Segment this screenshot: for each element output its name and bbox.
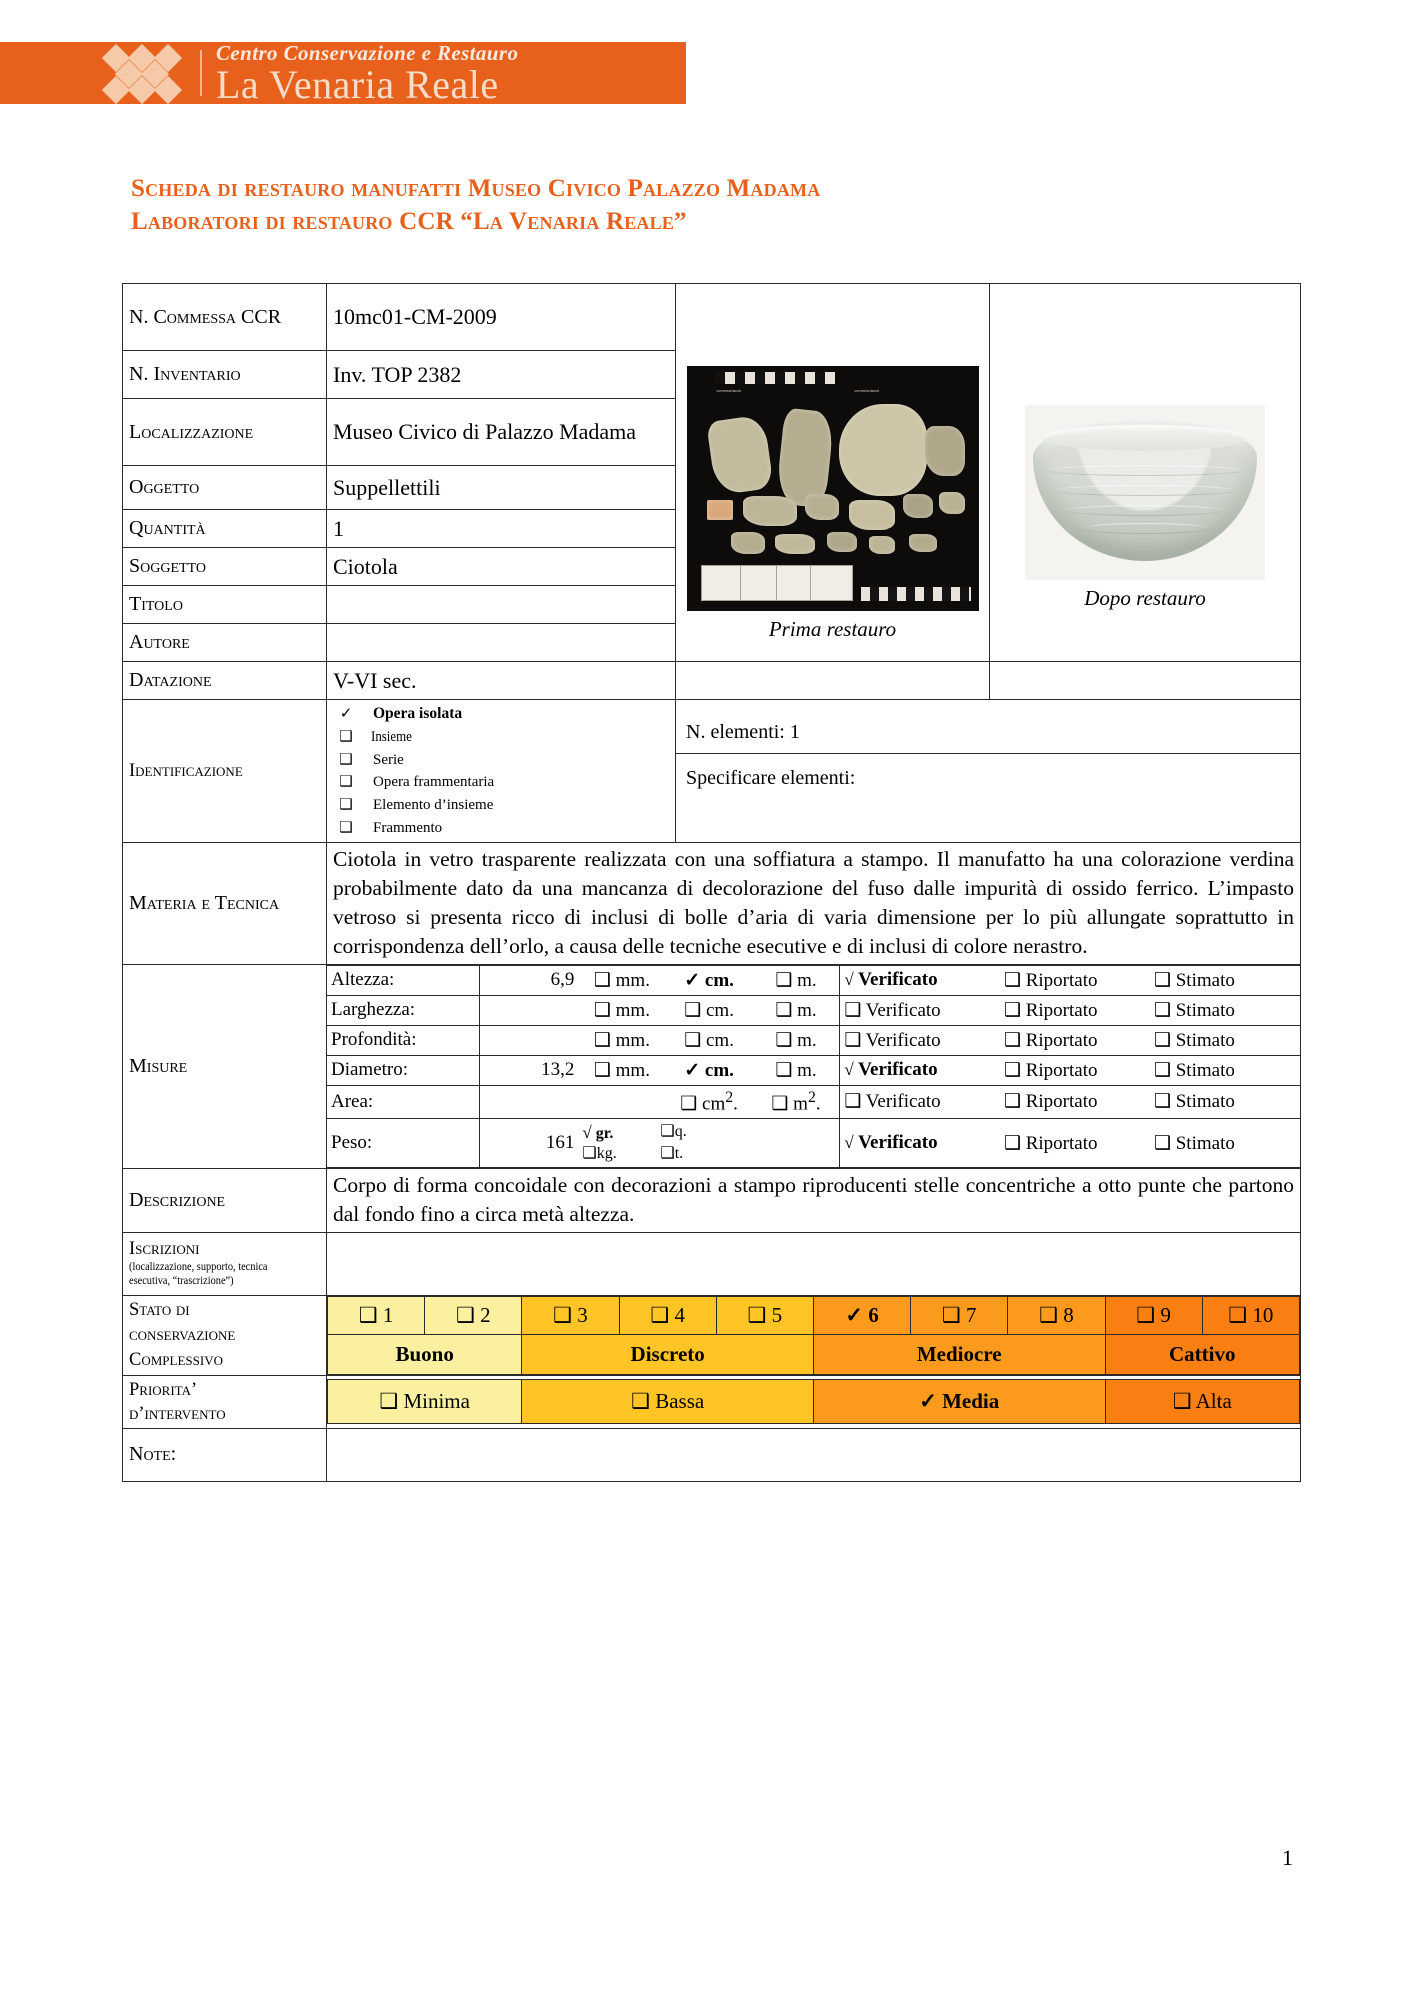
checkbox-checked-icon: ✓: [919, 1389, 937, 1414]
unit-q[interactable]: [660, 1122, 738, 1144]
scale-item-1[interactable]: [328, 1296, 425, 1334]
label-commessa: N. Commessa CCR: [123, 284, 327, 351]
unit-label: m.: [797, 1059, 817, 1081]
photo-before-caption-cell: [676, 662, 990, 700]
check-icon: √: [844, 970, 854, 990]
checkbox-empty-icon: ❑: [680, 1093, 698, 1115]
status-label: Stimato: [1175, 1059, 1235, 1081]
status-stimato[interactable]: [1150, 1025, 1300, 1055]
status-label: Verificato: [858, 1059, 938, 1081]
checkbox-empty-icon: ❑: [1003, 1091, 1021, 1113]
checkbox-empty-icon: ❑: [1153, 1091, 1171, 1113]
photo-after-caption-cell: [990, 662, 1301, 700]
unit-label: q.: [674, 1123, 687, 1141]
scale-number: 5: [771, 1302, 783, 1327]
photo-after-cell: [990, 284, 1301, 662]
priority-bassa[interactable]: [522, 1380, 814, 1424]
label-stato-conservazione: [123, 1295, 327, 1375]
label-stato-l2: conservazione: [129, 1324, 236, 1345]
photo-after-restoration: [1025, 405, 1265, 580]
band-mediocre: Mediocre: [813, 1334, 1105, 1374]
scale-number: 1: [382, 1302, 394, 1327]
status-label: Verificato: [865, 1029, 941, 1051]
label-iscrizioni-sub: (localizzazione, supporto, tecnica esecutiva, “trascrizione”): [129, 1260, 268, 1287]
status-riportato[interactable]: [1000, 995, 1150, 1025]
status-verificato[interactable]: [840, 995, 1000, 1025]
logo-divider: [200, 50, 202, 96]
table-row-priorita: [123, 1375, 1301, 1428]
checkbox-empty-icon: ❑: [771, 1093, 789, 1115]
page-number: 1: [1282, 1845, 1293, 1870]
label-iscrizioni: [123, 1232, 327, 1295]
scale-number: 8: [1063, 1302, 1074, 1327]
label-soggetto: Soggetto: [123, 548, 327, 586]
unit-label: m: [793, 1093, 808, 1115]
measure-name: Area:: [327, 1085, 479, 1118]
label-iscrizioni-text: Iscrizioni: [129, 1238, 200, 1259]
value-titolo[interactable]: [327, 586, 676, 624]
unit-m[interactable]: [753, 1025, 840, 1055]
table-row-materia: [123, 842, 1301, 964]
scale-number: 2: [480, 1302, 491, 1327]
checkbox-empty-icon: ❑: [660, 1123, 675, 1141]
scale-number: 7: [966, 1302, 977, 1327]
logo-line-2: La Venaria Reale: [216, 61, 499, 107]
status-stimato[interactable]: [1150, 1085, 1300, 1118]
status-verificato[interactable]: [840, 1119, 1000, 1168]
status-label: Verificato: [865, 999, 941, 1021]
scale-item-2[interactable]: [425, 1296, 522, 1334]
photo-after-caption: Dopo restauro: [1084, 585, 1206, 610]
label-priorita: [123, 1375, 327, 1428]
unit-kg[interactable]: [582, 1144, 660, 1164]
list-item[interactable]: [333, 817, 669, 840]
checkbox-empty-icon: ❑: [1153, 969, 1171, 991]
measure-row-altezza: [327, 965, 1300, 995]
status-label: Stimato: [1175, 1029, 1235, 1051]
scale-item-10[interactable]: [1202, 1296, 1299, 1334]
check-icon: √: [844, 1060, 854, 1080]
checkbox-empty-icon: ❑: [582, 1145, 597, 1163]
label-inventario: N. Inventario: [123, 351, 327, 399]
value-note[interactable]: [327, 1428, 1301, 1481]
peso-units: [578, 1119, 839, 1168]
checkbox-empty-icon: ❑: [1003, 969, 1021, 991]
unit-m[interactable]: [753, 995, 840, 1025]
unit-label: m.: [797, 1029, 817, 1051]
value-iscrizioni[interactable]: [327, 1232, 1301, 1295]
checkbox-empty-icon: ❑: [1172, 1389, 1192, 1414]
logo-line-1: Centro Conservazione e Restauro: [216, 40, 519, 65]
checkbox-empty-icon: ❑: [684, 999, 702, 1021]
scale-number: 6: [868, 1302, 879, 1327]
value-quantita[interactable]: 1: [327, 510, 676, 548]
label-misure: Misure: [123, 964, 327, 1168]
band-cattivo: Cattivo: [1105, 1334, 1300, 1374]
status-label: Riportato: [1025, 1059, 1098, 1081]
n-elementi: N. elementi: 1: [676, 712, 1300, 754]
status-label: Verificato: [858, 969, 938, 991]
checkbox-empty-icon[interactable]: ❑: [339, 797, 353, 814]
page-title: [131, 172, 1291, 238]
checkbox-empty-icon: ❑: [553, 1302, 572, 1327]
option-label: Opera isolata: [373, 705, 463, 722]
checkbox-empty-icon: ❑: [844, 999, 862, 1021]
value-soggetto[interactable]: Ciotola: [327, 548, 676, 586]
value-oggetto[interactable]: Suppellettili: [327, 466, 676, 510]
status-verificato[interactable]: [840, 965, 1000, 995]
status-stimato[interactable]: [1150, 1119, 1300, 1168]
checkbox-empty-icon: ❑: [650, 1302, 670, 1327]
status-label: Riportato: [1025, 1091, 1098, 1113]
value-commessa[interactable]: 10mc01-CM-2009: [327, 284, 676, 351]
table-row: [123, 284, 1301, 351]
scale-bands-row: [328, 1334, 1300, 1374]
table-row-note: [123, 1428, 1301, 1481]
checkbox-empty-icon: ❑: [941, 1302, 961, 1327]
measure-value[interactable]: 6,9: [479, 965, 578, 995]
checkbox-empty-icon: ❑: [1039, 1302, 1058, 1327]
status-label: Riportato: [1025, 969, 1098, 991]
checkbox-empty-icon: ❑: [844, 1029, 862, 1051]
header-banner: [0, 40, 686, 107]
measure-value[interactable]: [479, 1085, 578, 1118]
label-priorita-l2: d’intervento: [129, 1403, 226, 1424]
unit-m[interactable]: [753, 965, 840, 995]
identificazione-details: [676, 700, 1301, 843]
list-item[interactable]: [333, 749, 669, 772]
unit-label: mm.: [615, 999, 650, 1021]
value-descrizione[interactable]: Corpo di forma concoidale con decorazioni a stampo riproducenti stelle concentriche a otto punte che partono dal fondo fino a circa metà altezza.: [327, 1169, 1301, 1232]
measure-row-diametro: [327, 1055, 1300, 1085]
status-label: Stimato: [1175, 969, 1235, 991]
checkbox-empty-icon: ❑: [775, 1059, 793, 1081]
checkbox-empty-icon: ❑: [775, 999, 793, 1021]
table-row-iscrizioni: [123, 1232, 1301, 1295]
status-stimato[interactable]: [1150, 1055, 1300, 1085]
page-title-line-1: Scheda di restauro manufatti Museo Civico Palazzo Madama: [131, 175, 821, 202]
measure-row-larghezza: [327, 995, 1300, 1025]
checkbox-empty-icon: ❑: [775, 969, 793, 991]
measure-name: Larghezza:: [327, 995, 479, 1025]
scale-item-4[interactable]: [619, 1296, 716, 1334]
checkbox-empty-icon: ❑: [660, 1145, 675, 1163]
checkbox-empty-icon: ❑: [593, 1059, 611, 1081]
status-verificato[interactable]: [840, 1025, 1000, 1055]
scale-number: 4: [674, 1302, 685, 1327]
label-datazione: Datazione: [123, 662, 327, 700]
checkbox-empty-icon: ❑: [1136, 1302, 1156, 1327]
checkbox-empty-icon: ❑: [1003, 1132, 1021, 1154]
checkbox-checked-icon[interactable]: ✓: [339, 706, 353, 722]
scale-item-3[interactable]: [522, 1296, 619, 1334]
scale-item-9[interactable]: [1105, 1296, 1202, 1334]
table-row-descrizione: [123, 1169, 1301, 1232]
checkbox-empty-icon: ❑: [455, 1302, 475, 1327]
checkbox-empty-icon: ❑: [844, 1091, 862, 1113]
status-stimato[interactable]: [1150, 995, 1300, 1025]
scale-item-7[interactable]: [911, 1296, 1008, 1334]
status-verificato[interactable]: [840, 1085, 1000, 1118]
unit-cm[interactable]: [666, 1055, 753, 1085]
unit-m2[interactable]: ❑ $m^2$.: [753, 1085, 840, 1118]
check-icon: √: [844, 1133, 854, 1153]
checkbox-empty-icon: ❑: [1003, 1059, 1021, 1081]
priority-media-selected[interactable]: [813, 1380, 1105, 1424]
checkbox-empty-icon: ❑: [631, 1389, 650, 1414]
unit-label: cm.: [705, 999, 734, 1021]
status-label: Riportato: [1025, 1029, 1098, 1051]
logo-wordmark: [216, 40, 519, 107]
value-materia-tecnica[interactable]: Ciotola in vetro trasparente realizzata con una soffiatura a stampo. Il manufatto ha una colorazione verdina probabilmente dato da una mancanza di decolorazione del fuso dalle impurità di ossido ferrico. L’impasto vetroso si presenta ricco di inclusi di bolle d’aria di varia dimensione per lo più allungate soprattutto in corrispondenza dell’orlo, a causa delle tecniche esecutive e di inclusi di colore nerastro.: [327, 842, 1301, 964]
priority-label: Media: [942, 1389, 1000, 1414]
checkbox-empty-icon[interactable]: ❑: [339, 819, 353, 836]
logo-diamond-pattern: [100, 42, 192, 104]
unit-gr[interactable]: [582, 1122, 660, 1144]
identificazione-options: [327, 700, 676, 843]
unit-label: kg.: [596, 1145, 617, 1163]
label-identificazione: Identificazione: [123, 700, 327, 843]
label-stato-l3: Complessivo: [129, 1349, 223, 1370]
glass-bowl-image: [1033, 421, 1257, 561]
table-row: [123, 662, 1301, 700]
table-row-identificazione: [123, 700, 1301, 843]
priority-alta[interactable]: [1105, 1380, 1300, 1424]
measure-name: Diametro:: [327, 1055, 479, 1085]
checkbox-checked-icon: ✓: [845, 1302, 863, 1327]
label-materia-text: Materia e Tecnica: [129, 892, 280, 915]
measure-name: Altezza:: [327, 965, 479, 995]
list-item[interactable]: [333, 771, 669, 794]
checkbox-empty-icon: ❑: [1003, 1029, 1021, 1051]
specificare-elementi[interactable]: Specificare elementi:: [686, 766, 856, 789]
status-riportato[interactable]: [1000, 1055, 1150, 1085]
option-label: Insieme: [371, 728, 412, 745]
unit-label: cm.: [705, 1029, 734, 1051]
unit-label: t.: [674, 1145, 684, 1163]
unit-mm[interactable]: [578, 995, 665, 1025]
band-buono: Buono: [328, 1334, 522, 1374]
priority-minima[interactable]: [328, 1380, 522, 1424]
status-riportato[interactable]: [1000, 1119, 1150, 1168]
unit-label: m.: [797, 999, 817, 1021]
status-verificato[interactable]: [840, 1055, 1000, 1085]
unit-label: gr.: [595, 1125, 614, 1143]
band-discreto: Discreto: [522, 1334, 814, 1374]
label-autore: Autore: [123, 624, 327, 662]
unit-blank: [578, 1085, 665, 1118]
misure-table-cell: [327, 964, 1301, 1168]
value-inventario[interactable]: Inv. TOP 2382: [327, 351, 676, 399]
label-oggetto: Oggetto: [123, 466, 327, 510]
unit-label: cm.: [704, 969, 734, 991]
status-label: Stimato: [1175, 999, 1235, 1021]
measure-row-profondita: [327, 1025, 1300, 1055]
scale-number: 3: [577, 1302, 588, 1327]
label-materia-tecnica: [123, 842, 327, 964]
unit-cm2[interactable]: ❑ $cm^2$.: [666, 1085, 753, 1118]
measurements-table: [327, 965, 1300, 1168]
measure-row-area: [327, 1085, 1300, 1118]
unit-label: cm.: [704, 1059, 734, 1081]
measure-value[interactable]: 161: [479, 1119, 578, 1168]
photo-ruler: [861, 587, 971, 601]
status-label: Stimato: [1175, 1132, 1235, 1154]
unit-mm[interactable]: [578, 1025, 665, 1055]
measure-name: Profondità:: [327, 1025, 479, 1055]
checkbox-empty-icon: ❑: [1153, 999, 1171, 1021]
restoration-sheet-table: [122, 283, 1301, 1482]
status-label: Riportato: [1025, 999, 1098, 1021]
photo-label-strip: [701, 565, 853, 601]
checkbox-empty-icon: ❑: [684, 1029, 702, 1051]
unit-cm[interactable]: [666, 995, 753, 1025]
measure-row-peso: [327, 1119, 1300, 1168]
unit-mm[interactable]: [578, 965, 665, 995]
photo-before-restoration: ccrvenariacch ccrvenariacch: [687, 366, 979, 611]
check-icon: √: [582, 1123, 592, 1143]
status-label: Verificato: [865, 1091, 941, 1113]
unit-mm[interactable]: [578, 1055, 665, 1085]
list-item[interactable]: [333, 702, 669, 726]
option-label: Frammento: [373, 819, 443, 836]
priority-label: Minima: [403, 1389, 470, 1414]
checkbox-empty-icon: ❑: [1153, 1059, 1171, 1081]
table-row-misure: [123, 964, 1301, 1168]
priority-table: [327, 1379, 1300, 1424]
checkbox-empty-icon: ❑: [593, 1029, 611, 1051]
priority-options-row: [328, 1380, 1300, 1424]
checkbox-empty-icon: ❑: [1228, 1302, 1248, 1327]
label-quantita: Quantità: [123, 510, 327, 548]
unit-t[interactable]: [660, 1144, 738, 1164]
checkbox-empty-icon: ❑: [593, 969, 611, 991]
label-priorita-l1: Priorita’: [129, 1379, 198, 1400]
measure-value[interactable]: 13,2: [479, 1055, 578, 1085]
checkbox-empty-icon[interactable]: ❑: [339, 751, 353, 768]
scale-item-8[interactable]: [1008, 1296, 1105, 1334]
scale-numbers-row: [328, 1296, 1300, 1334]
priority-label: Bassa: [655, 1389, 705, 1414]
status-label: Stimato: [1175, 1091, 1235, 1113]
conservation-scale-table: [327, 1296, 1300, 1375]
label-titolo: Titolo: [123, 586, 327, 624]
status-riportato[interactable]: [1000, 1085, 1150, 1118]
unit-label: cm: [702, 1093, 726, 1115]
value-datazione[interactable]: V-VI sec.: [327, 662, 676, 700]
unit-label: mm.: [615, 969, 650, 991]
value-localizzazione[interactable]: Museo Civico di Palazzo Madama: [327, 399, 676, 466]
scale-bar-top: [715, 372, 835, 384]
measure-value[interactable]: [479, 995, 578, 1025]
unit-cm[interactable]: [666, 1025, 753, 1055]
measure-value[interactable]: [479, 1025, 578, 1055]
measure-name: Peso:: [327, 1119, 479, 1168]
checkbox-empty-icon: ❑: [593, 999, 611, 1021]
stato-scale-cell: [327, 1295, 1301, 1375]
status-riportato[interactable]: [1000, 965, 1150, 995]
label-descrizione: Descrizione: [123, 1169, 327, 1232]
checkbox-empty-icon[interactable]: ❑: [339, 728, 353, 745]
checkbox-checked-icon: ✓: [684, 1059, 701, 1081]
status-label: Verificato: [858, 1132, 938, 1154]
label-stato-l1: Stato di: [129, 1299, 190, 1320]
checkbox-empty-icon: ❑: [358, 1302, 378, 1327]
option-label: Opera frammentaria: [373, 774, 495, 791]
priorita-scale-cell: [327, 1375, 1301, 1428]
scale-number: 10: [1252, 1302, 1274, 1327]
value-autore[interactable]: [327, 624, 676, 662]
unit-label: m.: [797, 969, 817, 991]
priority-label: Alta: [1195, 1389, 1232, 1414]
list-item[interactable]: [333, 726, 669, 749]
checkbox-empty-icon: ❑: [775, 1029, 793, 1051]
table-row-stato: [123, 1295, 1301, 1375]
status-stimato[interactable]: [1150, 965, 1300, 995]
checkbox-empty-icon: ❑: [1003, 999, 1021, 1021]
page-title-line-2: Laboratori di restauro CCR “La Venaria Reale”: [131, 208, 687, 235]
checkbox-checked-icon: ✓: [684, 969, 701, 991]
option-label: Serie: [373, 751, 404, 768]
option-label: Elemento d’insieme: [373, 797, 494, 814]
photo-before-caption: Prima restauro: [768, 616, 897, 641]
checkbox-empty-icon: ❑: [379, 1389, 399, 1414]
unit-label: mm.: [615, 1029, 650, 1051]
unit-label: mm.: [615, 1059, 650, 1081]
checkbox-empty-icon: ❑: [1153, 1132, 1171, 1154]
label-localizzazione: Localizzazione: [123, 399, 327, 466]
status-riportato[interactable]: [1000, 1025, 1150, 1055]
scale-item-6-selected[interactable]: [813, 1296, 910, 1334]
checkbox-empty-icon: ❑: [1153, 1029, 1171, 1051]
list-item[interactable]: [333, 794, 669, 817]
scale-item-5[interactable]: [716, 1296, 813, 1334]
label-note: Note:: [123, 1428, 327, 1481]
unit-cm[interactable]: [666, 965, 753, 995]
photo-before-cell: [676, 284, 990, 662]
status-label: Riportato: [1025, 1132, 1098, 1154]
unit-m[interactable]: [753, 1055, 840, 1085]
checkbox-empty-icon[interactable]: ❑: [339, 774, 353, 791]
checkbox-empty-icon: ❑: [747, 1302, 767, 1327]
scale-number: 9: [1160, 1302, 1171, 1327]
